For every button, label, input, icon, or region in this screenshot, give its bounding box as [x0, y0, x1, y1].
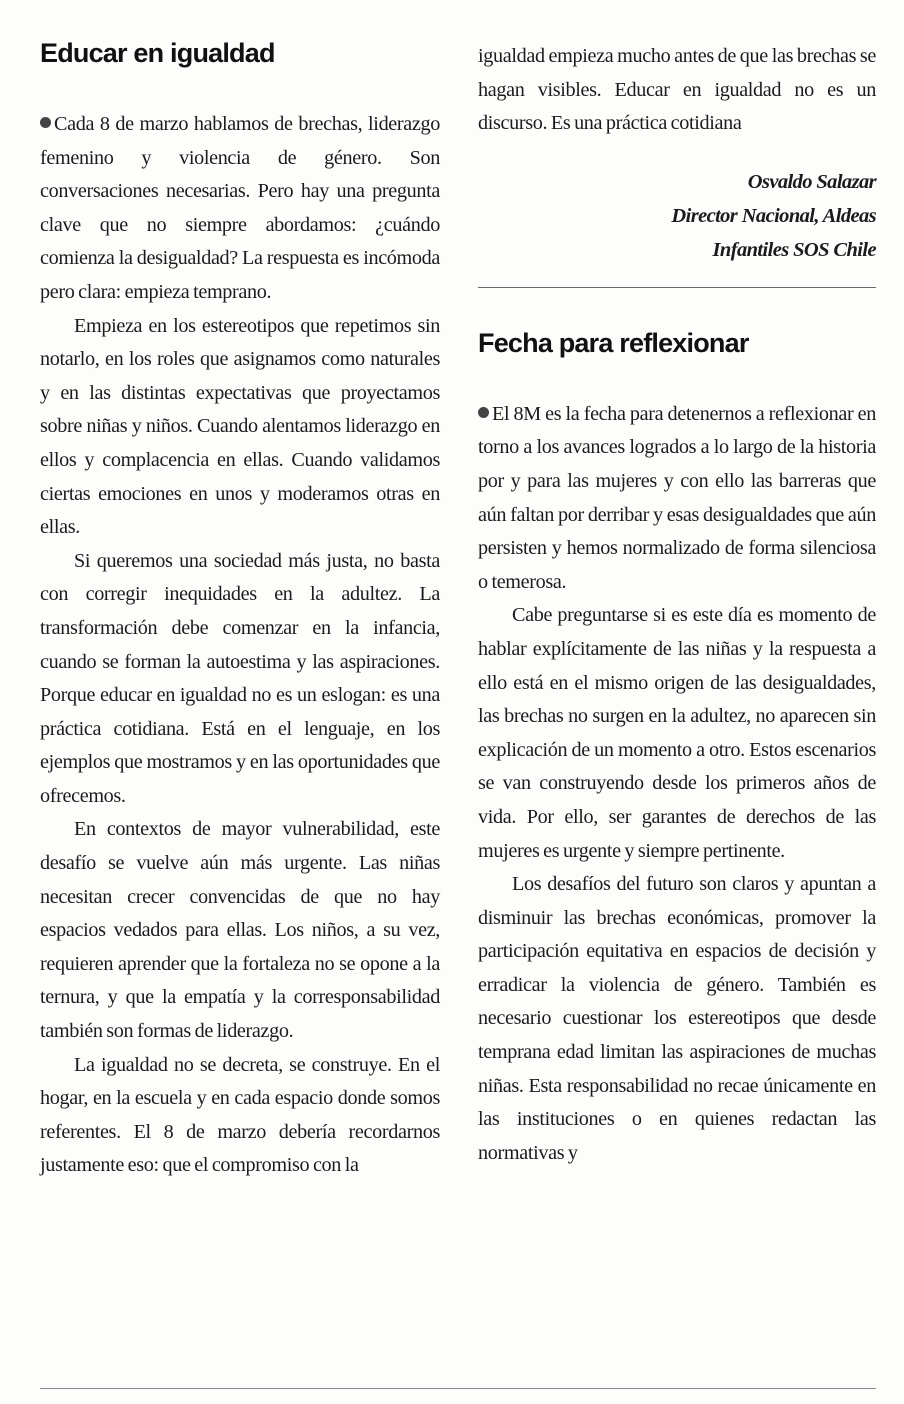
- section-divider: [478, 287, 876, 288]
- article-continuation: igualdad empieza mucho antes de que las brechas se hagan visibles. Educar en igualdad no es un discurso. Es una práctica cotidiana: [478, 45, 876, 135]
- paragraph-text: Cada 8 de marzo hablamos de brechas, liderazgo femenino y violencia de género. Son conversaciones necesarias. Pero hay una pregunta clave que no siempre abordamos: ¿cuándo comienza la desigualdad? La respuesta es incómoda pero clara: empieza temprano.: [40, 113, 440, 303]
- bottom-divider: [40, 1388, 876, 1389]
- bullet-icon: [478, 407, 489, 418]
- author-role-line2: Infantiles SOS Chile: [712, 238, 876, 261]
- author-signature: [478, 165, 876, 267]
- author-name: Osvaldo Salazar: [747, 170, 876, 193]
- left-column: [40, 36, 440, 1183]
- article-title-fecha: Fecha para reflexionar: [478, 327, 749, 358]
- paragraph-text: El 8M es la fecha para detenernos a reflexionar en torno a los avances logrados a lo largo de la historia por y para las mujeres y con ello las barreras que aún faltan por derribar y esas desigualdades que aún persisten y hemos normalizado de forma silenciosa o temerosa.: [478, 402, 876, 593]
- article-paragraph-4: En contextos de mayor vulnerabilidad, este desafío se vuelve aún más urgente. Las niñas necesitan crecer convencidas de que no hay espacios vedados para ellas. Los niños, a su vez, requieren aprender que la fortaleza no se opone a la ternura, y que la empatía y la corresponsabilidad también son formas de liderazgo.: [40, 818, 440, 1043]
- article2-paragraph-2: Cabe preguntarse si es este día es momento de hablar explícitamente de las niñas y la respuesta a ello está en el mismo origen de las desigualdades, las brechas no surgen en la adultez, no aparecen sin explicación de un momento a otro. Estos escenarios se van construyendo desde los primeros años de vida. Por ello, ser garantes de derechos de las mujeres es urgente y siempre pertinente.: [478, 604, 876, 862]
- right-column: [478, 40, 876, 1170]
- article-paragraph-1: [40, 108, 440, 310]
- article-paragraph-5: La igualdad no se decreta, se construye. En el hogar, en la escuela y en cada espacio donde somos referentes. El 8 de marzo debería recordarnos justamente eso: que el compromiso con la: [40, 1053, 440, 1177]
- article-title-educar: Educar en igualdad: [40, 38, 275, 68]
- article-paragraph-3: Si queremos una sociedad más justa, no basta con corregir inequidades en la adultez. La transformación debe comenzar en la infancia, cuando se forman la autoestima y las aspiraciones. Porque educar en igualdad no es un eslogan: es una práctica cotidiana. Está en el lenguaje, en los ejemplos que mostramos y en las oportunidades que ofrecemos.: [40, 549, 440, 807]
- article2-paragraph-3: Los desafíos del futuro son claros y apuntan a disminuir las brechas económicas, promover la participación equitativa en espacios de decisión y erradicar la violencia de género. También es necesario cuestionar los estereotipos que desde temprana edad limitan las aspiraciones de muchas niñas. Esta responsabilidad no recae únicamente en las instituciones o en quienes redactan las normativas y: [478, 873, 876, 1164]
- article-paragraph-2: Empieza en los estereotipos que repetimos sin notarlo, en los roles que asignamos como naturales y en las distintas expectativas que proyectamos sobre niñas y niños. Cuando alentamos liderazgo en ellos y complacencia en ellas. Cuando validamos ciertas emociones en unos y moderamos otras en ellas.: [40, 314, 440, 539]
- article2-paragraph-1: [478, 398, 876, 600]
- author-role-line1: Director Nacional, Aldeas: [671, 204, 876, 227]
- bullet-icon: [40, 117, 51, 128]
